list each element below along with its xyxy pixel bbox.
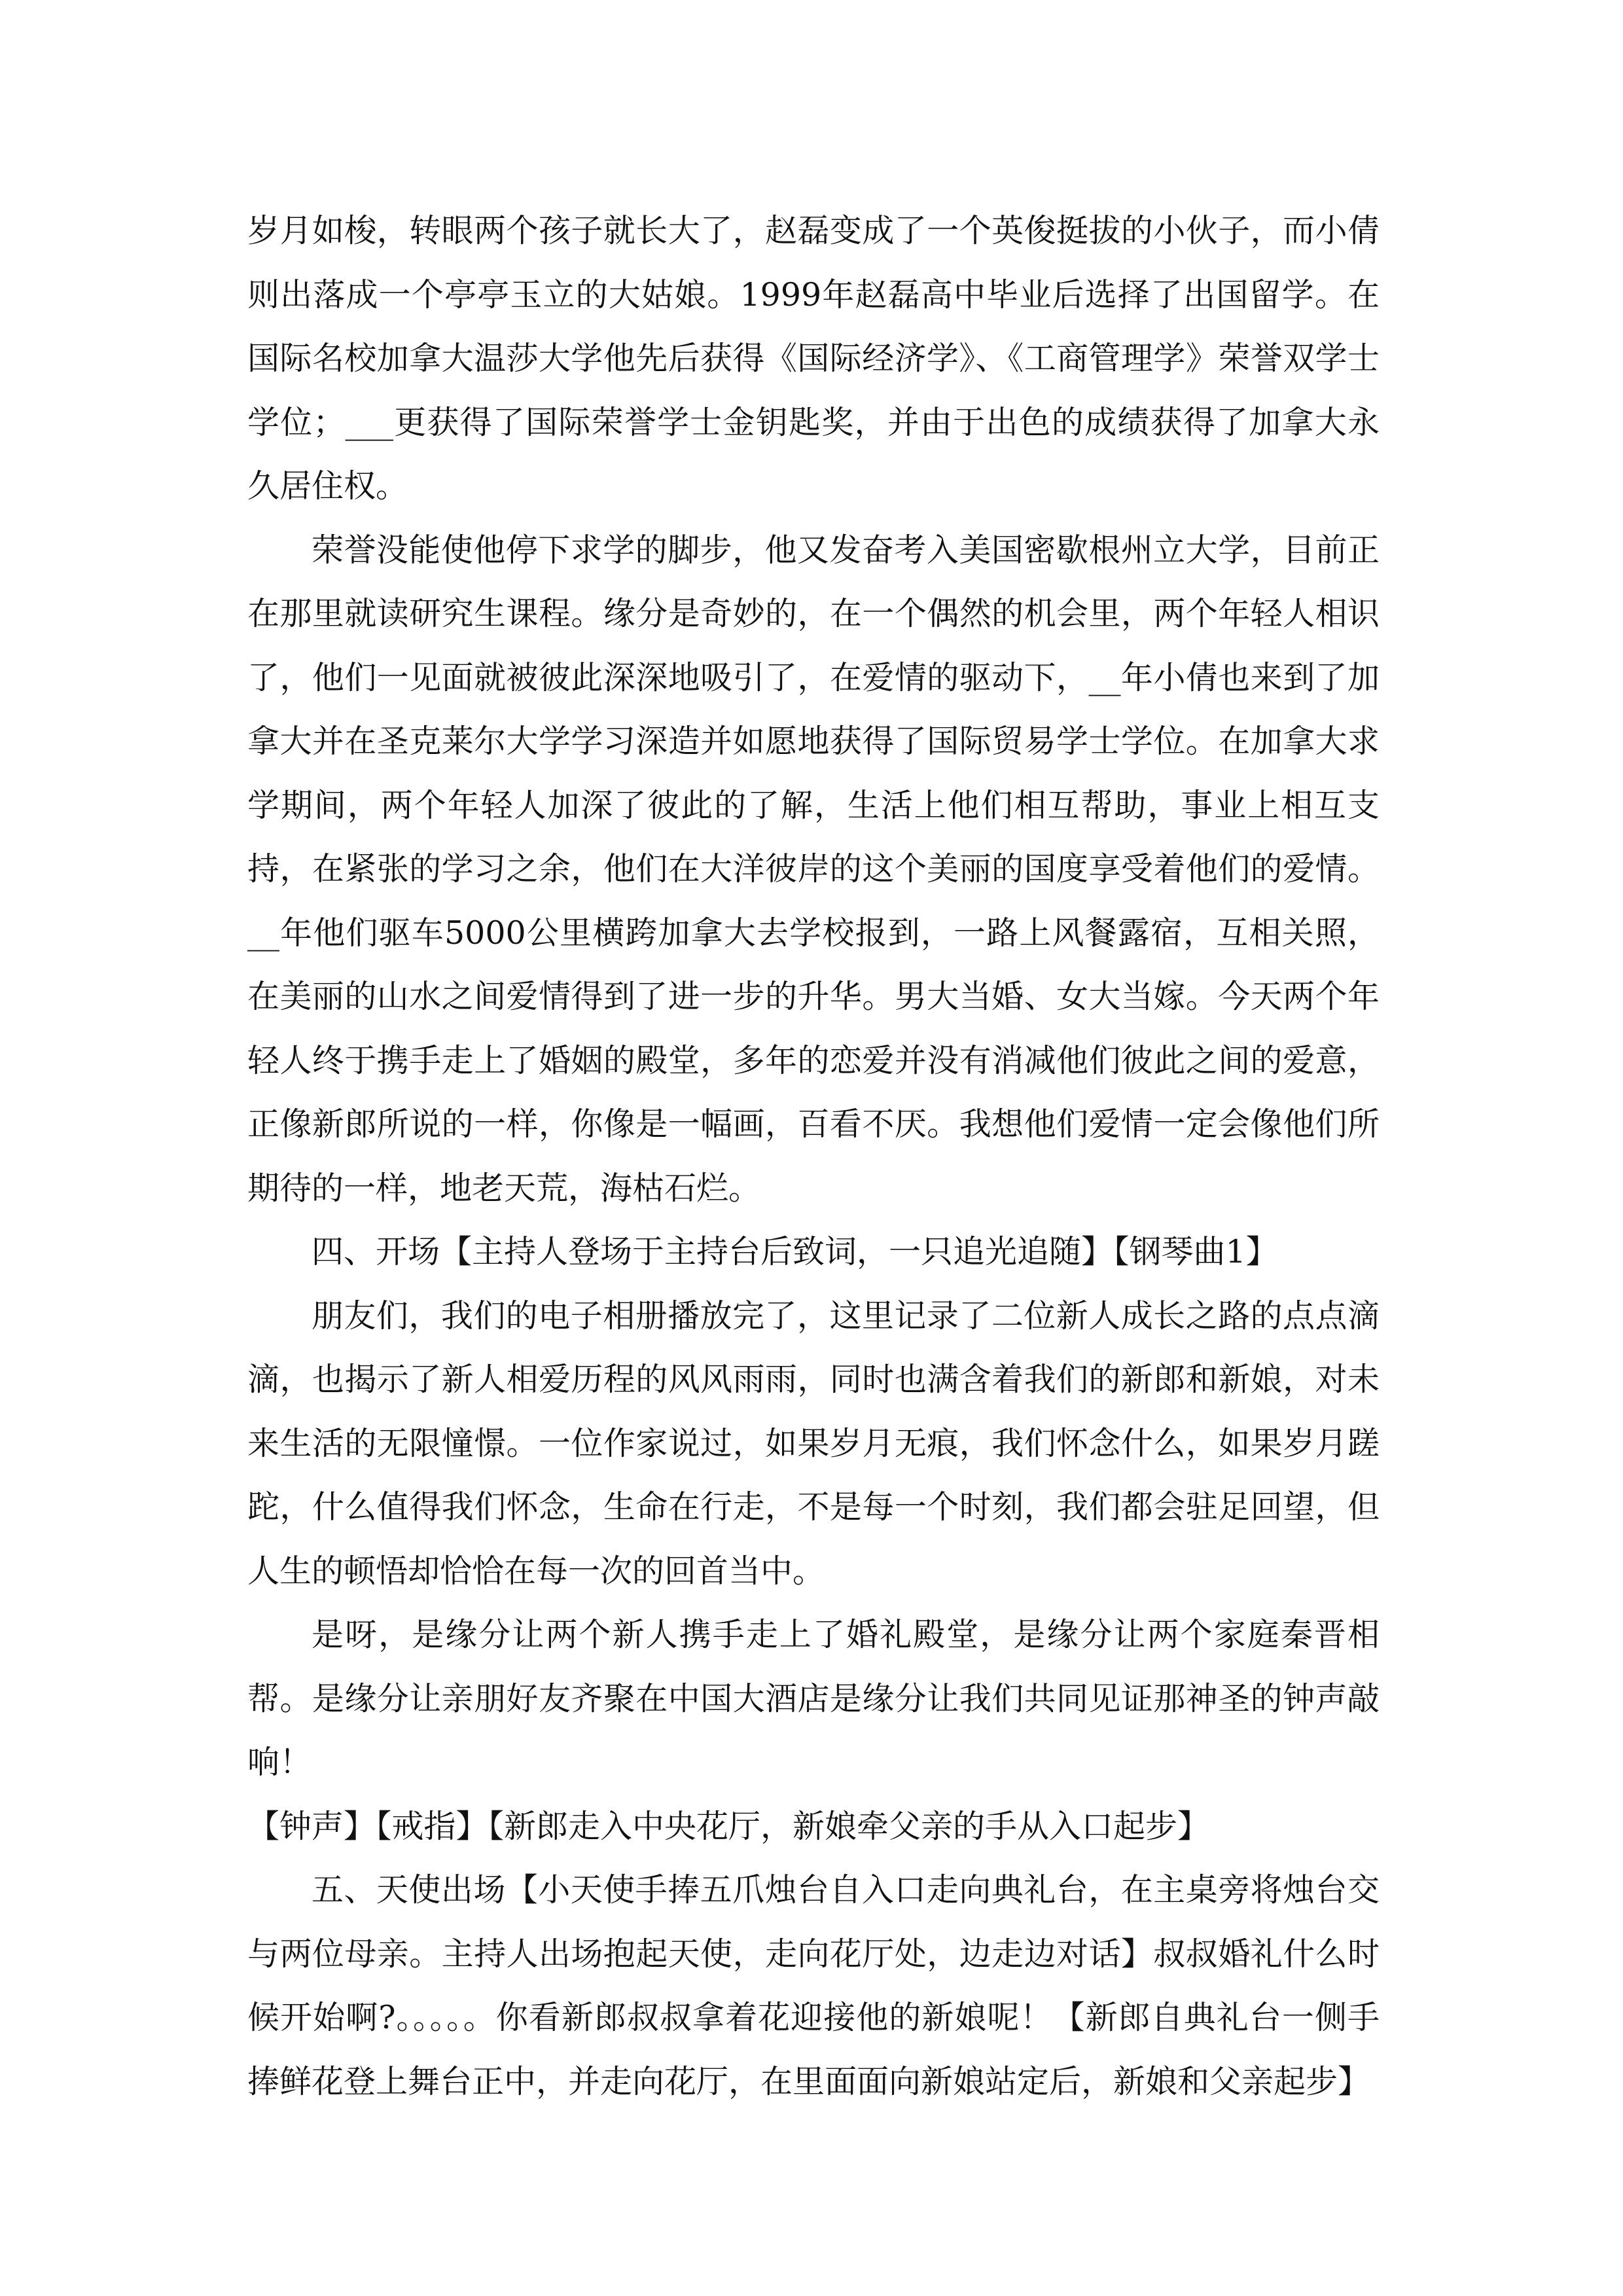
stage-direction: 【钟声】【戒指】【新郎走入中央花厅，新娘牵父亲的手从入口起步】: [247, 1807, 1210, 1845]
document-body: [247, 199, 1380, 2113]
paragraph-3: 朋友们，我们的电子相册播放完了，这里记录了二位新人成长之路的点点滴滴，也揭示了新人相爱历程的风风雨雨，同时也满含着我们的新郎和新娘，对未来生活的无限憧憬。一位作家说过，如果岁月无痕，我们怀念什么，如果岁月蹉跎，什么值得我们怀念，生命在行走，不是每一个时刻，我们都会驻足回望，但人生的顿悟却恰恰在每一次的回首当中。: [247, 1297, 1380, 1590]
section-heading-opening: 四、开场【主持人登场于主持台后致词，一只追光追随】【钢琴曲1】: [312, 1233, 1278, 1270]
paragraph-2: 荣誉没能使他停下求学的脚步，他又发奋考入美国密歇根州立大学，目前正在那里就读研究生课程。缘分是奇妙的，在一个偶然的机会里，两个年轻人相识了，他们一见面就被彼此深深地吸引了，在爱情的驱动下，__年小倩也来到了加拿大并在圣克莱尔大学学习深造并如愿地获得了国际贸易学士学位。在加拿大求学期间，两个年轻人加深了彼此的了解，生活上他们相互帮助，事业上相互支持，在紧张的学习之余，他们在大洋彼岸的这个美丽的国度享受着他们的爱情。__年他们驱车5000公里横跨加拿大去学校报到，一路上风餐露宿，互相关照，在美丽的山水之间爱情得到了进一步的升华。男大当婚、女大当嫁。今天两个年轻人终于携手走上了婚姻的殿堂，多年的恋爱并没有消减他们彼此之间的爱意，正像新郎所说的一样，你像是一幅画，百看不厌。我想他们爱情一定会像他们所期待的一样，地老天荒，海枯石烂。: [247, 531, 1380, 1207]
section-heading-angel: 五、天使出场【小天使手捧五爪烛台自入口走向典礼台，在主桌旁将烛台交与两位母亲。主持人出场抱起天使，走向花厅处，边走边对话】叔叔婚礼什么时候开始啊?。。。。。你看新郎叔叔拿着花迎接他的新娘呢！【新郎自典礼台一侧手捧鲜花登上舞台正中，并走向花厅，在里面面向新娘站定后，新娘和父亲起步】: [247, 1871, 1380, 2100]
paragraph-4: 是呀，是缘分让两个新人携手走上了婚礼殿堂，是缘分让两个家庭秦晋相帮。是缘分让亲朋好友齐聚在中国大酒店是缘分让我们共同见证那神圣的钟声敲响！: [247, 1616, 1380, 1781]
paragraph-1: 岁月如梭，转眼两个孩子就长大了，赵磊变成了一个英俊挺拔的小伙子，而小倩则出落成一个亭亭玉立的大姑娘。1999年赵磊高中毕业后选择了出国留学。在国际名校加拿大温莎大学他先后获得《国际经济学》、《工商管理学》荣誉双学士学位；___更获得了国际荣誉学士金钥匙奖，并由于出色的成绩获得了加拿大永久居住权。: [247, 212, 1380, 505]
